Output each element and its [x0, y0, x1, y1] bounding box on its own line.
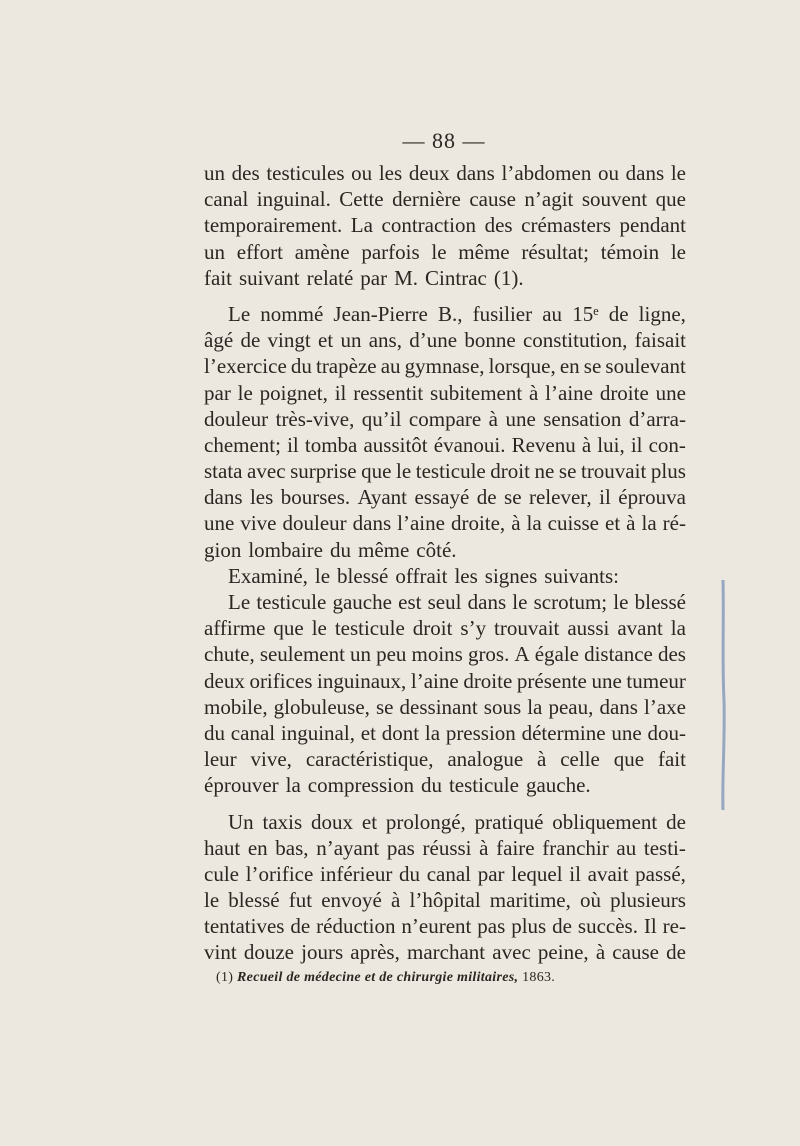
text-line: Un taxis doux et prolongé, pratiqué obliquement de: [228, 809, 686, 834]
footnote-year: 1863.: [522, 970, 556, 985]
text-line: cule l’orifice inférieur du canal par lequel il avait passé,: [204, 861, 686, 886]
text-line: âgé de vingt et un ans, d’une bonne constitution, faisait: [204, 328, 686, 353]
text-line: douleur très-vive, qu’il compare à une sensation d’arra-: [204, 406, 686, 431]
footnote-source: Recueil de médecine et de chirurgie militaires,: [237, 970, 519, 985]
text-line: dans les bourses. Ayant essayé de se relever, il éprouva: [204, 485, 686, 510]
text-line: par le poignet, il ressentit subitement à l’aine droite une: [204, 380, 686, 405]
paragraph-gap: [204, 799, 686, 809]
footnote-marker: (1): [216, 970, 234, 985]
text-line: affirme que le testicule droit s’y trouvait aussi avant la: [204, 616, 686, 641]
text-line: éprouver la compression du testicule gauche.: [204, 773, 591, 798]
text-line: stata avec surprise que le testicule droit ne se trouvait plus: [204, 459, 686, 484]
text-line: haut en bas, n’ayant pas réussi à faire franchir au testi-: [204, 835, 686, 860]
text-line: tentatives de réduction n’eurent pas plus de succès. Il re-: [204, 914, 686, 939]
text-line: un effort amène parfois le même résultat; témoin le: [204, 239, 686, 264]
footnote: [216, 970, 555, 986]
text-line: Examiné, le blessé offrait les signes suivants:: [228, 563, 619, 588]
text-line: chement; il tomba aussitôt évanoui. Revenu à lui, il con-: [204, 432, 686, 457]
text-line: gion lombaire du même côté.: [204, 537, 457, 562]
text-line: une vive douleur dans l’aine droite, à la cuisse et à la ré-: [204, 511, 686, 536]
text-line: mobile, globuleuse, se dessinant sous la peau, dans l’axe: [204, 694, 686, 719]
paragraph-gap: [204, 291, 686, 301]
text-line: un des testicules ou les deux dans l’abdomen ou dans le: [204, 161, 686, 185]
text-line: temporairement. La contraction des crémasters pendant: [204, 213, 686, 238]
text-line: chute, seulement un peu moins gros. A égale distance des: [204, 642, 686, 667]
text-line: l’exercice du trapèze au gymnase, lorsque, en se soulevant: [204, 354, 686, 379]
body-text: [204, 160, 686, 966]
text-line: Le nommé Jean-Pierre B., fusilier au 15ᵉ de ligne,: [228, 301, 686, 326]
text-line: canal inguinal. Cette dernière cause n’agit souvent que: [204, 187, 686, 212]
text-line: du canal inguinal, et dont la pression détermine une dou-: [204, 720, 686, 745]
margin-ink-mark: [720, 580, 726, 810]
text-line: Le testicule gauche est seul dans le scrotum; le blessé: [228, 590, 686, 614]
text-line: deux orifices inguinaux, l’aine droite présente une tumeur: [204, 668, 686, 693]
page-number: — 88 —: [402, 128, 486, 153]
text-line: le blessé fut envoyé à l’hôpital maritime, où plusieurs: [204, 888, 686, 913]
text-line: vint douze jours après, marchant avec peine, à cause de: [204, 940, 686, 965]
text-line: fait suivant relaté par M. Cintrac (1).: [204, 265, 524, 290]
text-line: leur vive, caractéristique, analogue à celle que fait: [204, 747, 686, 772]
